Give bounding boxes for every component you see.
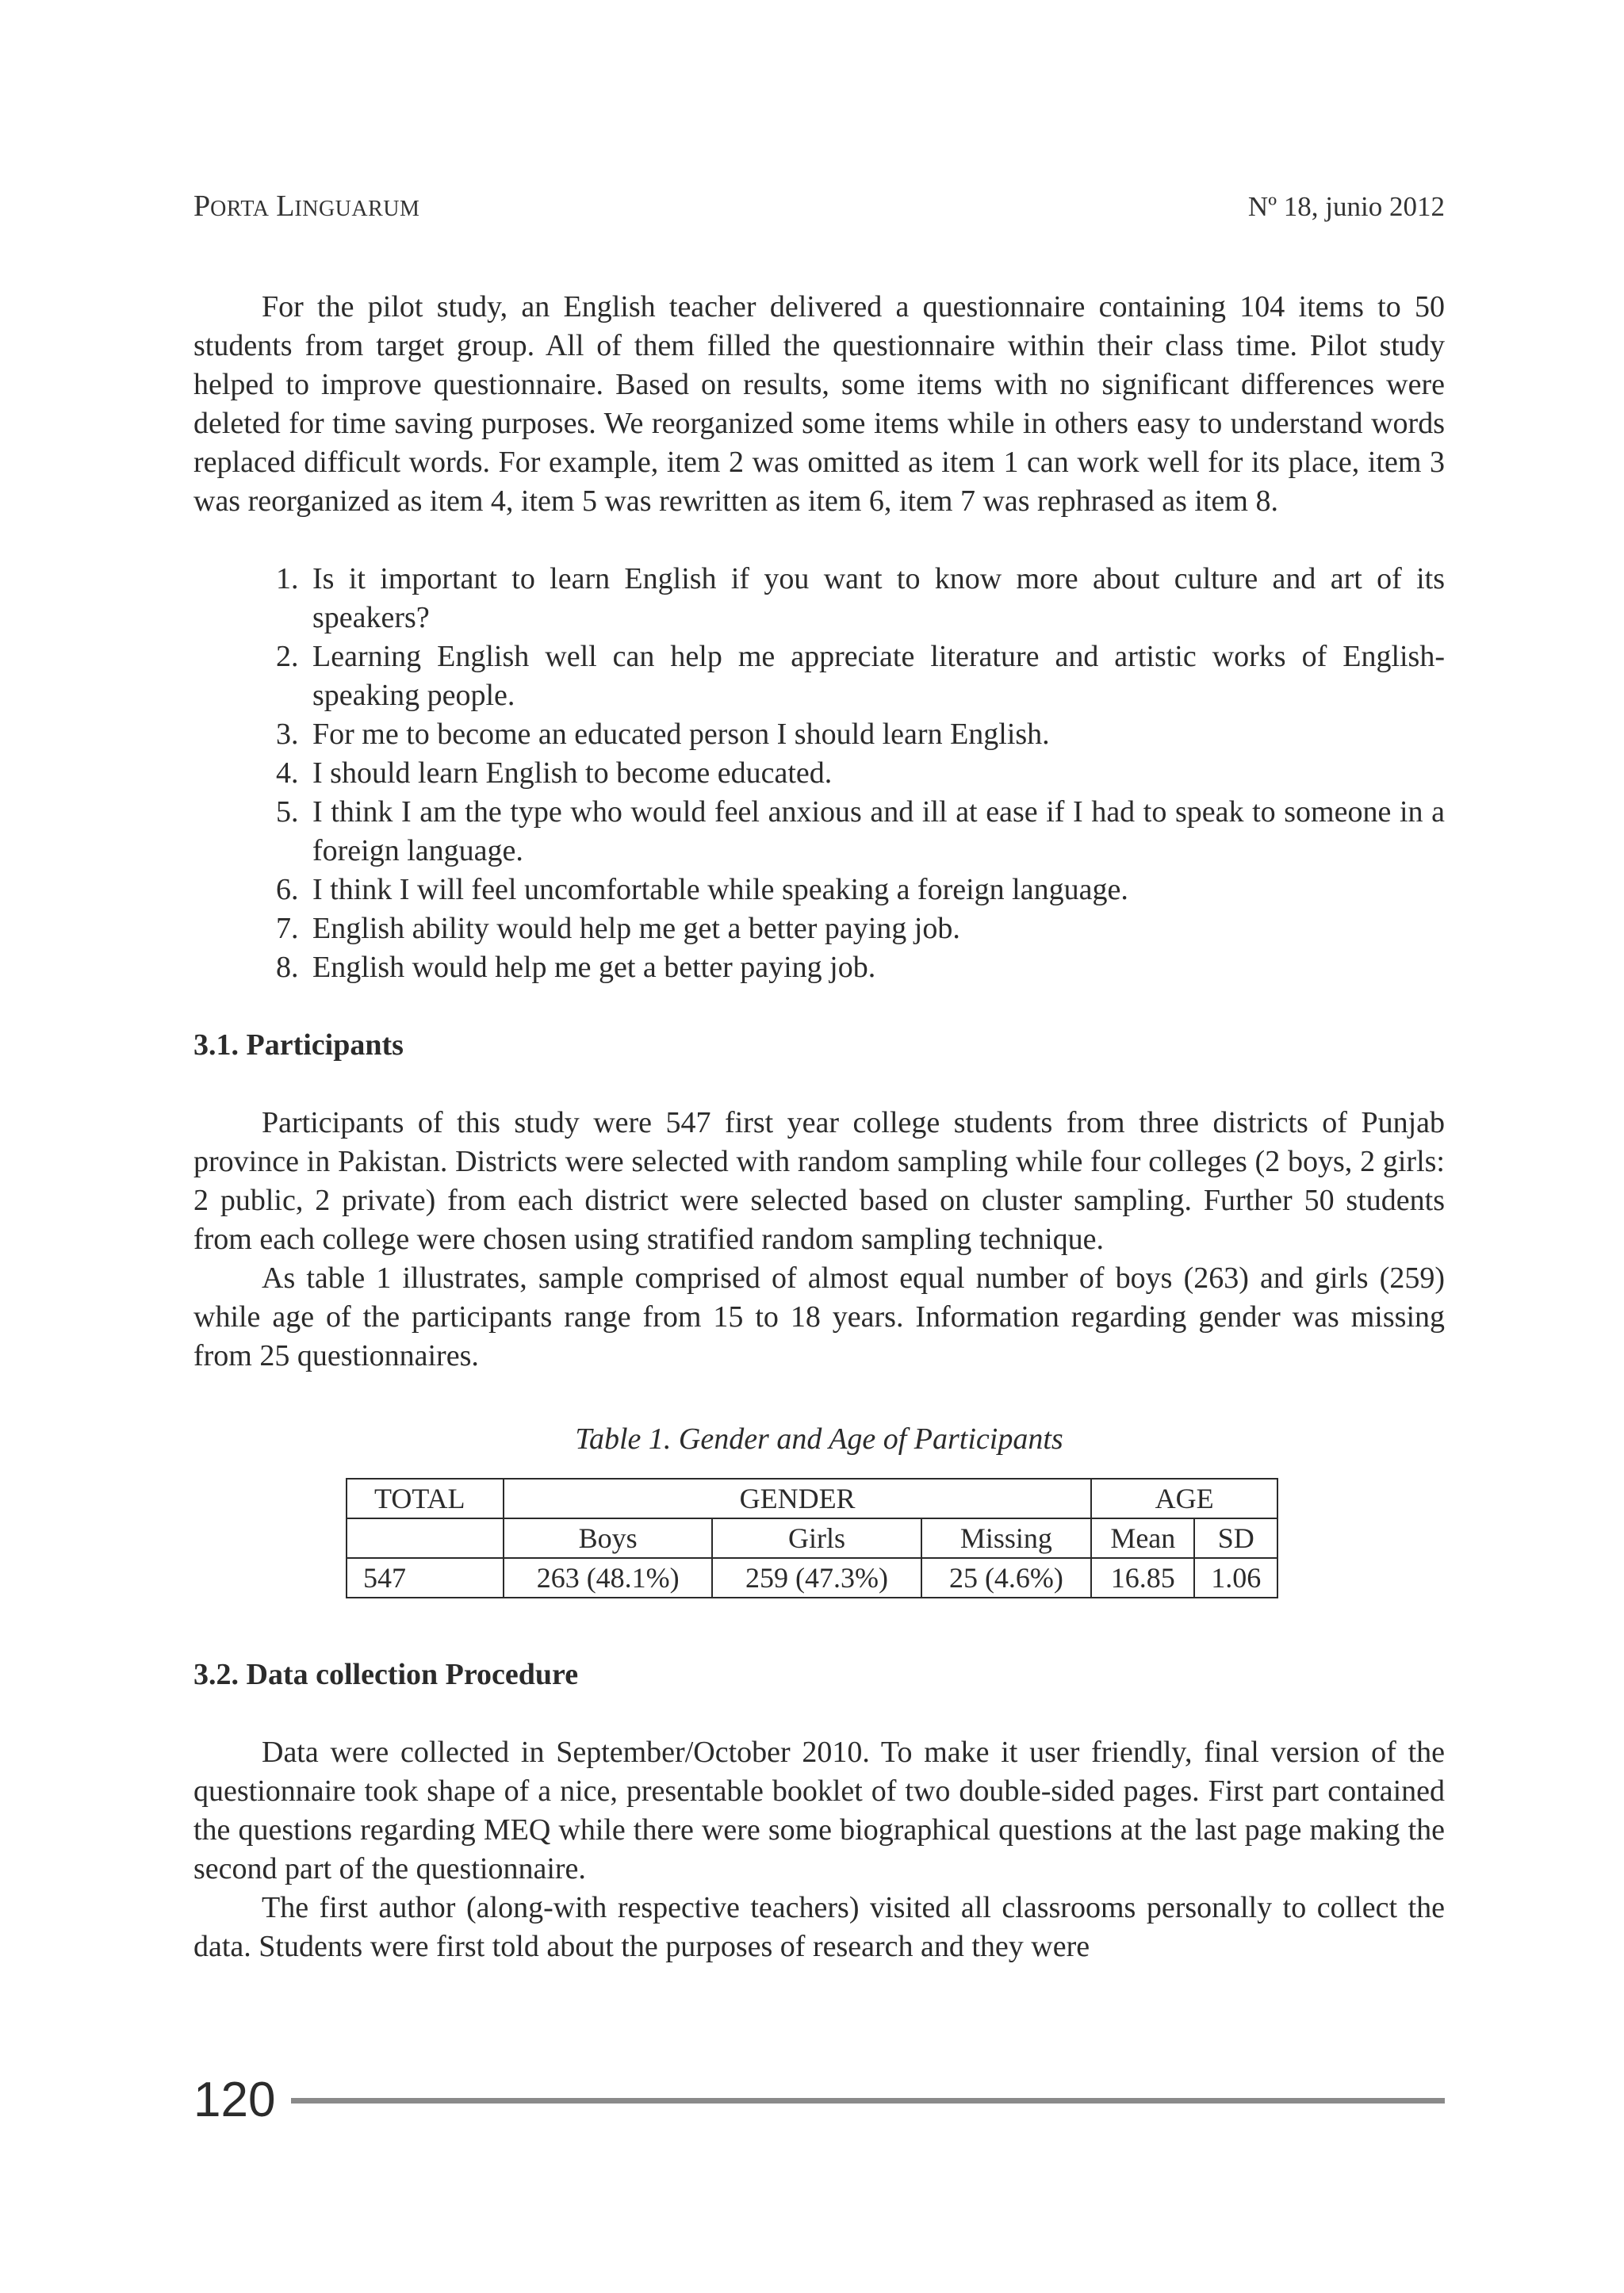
subheader-mean: Mean [1091, 1518, 1194, 1558]
list-item: 3. For me to become an educated person I should learn English. [306, 715, 1445, 754]
subheader-girls: Girls [712, 1518, 921, 1558]
table-row [347, 1558, 1277, 1598]
header-gender: GENDER [504, 1479, 1091, 1518]
cell-total: 547 [347, 1558, 504, 1598]
subheader-missing: Missing [921, 1518, 1091, 1558]
cell-mean: 16.85 [1091, 1558, 1194, 1598]
table-subheader-row [347, 1518, 1277, 1558]
list-item: 6. I think I will feel uncomfortable while speaking a foreign language. [306, 871, 1445, 909]
page-footer [193, 2073, 1445, 2127]
section-heading-participants: 3.1. Participants [193, 1028, 404, 1062]
journal-title: PORTA LINGUARUM [193, 189, 420, 223]
table-caption: Table 1. Gender and Age of Participants [575, 1422, 1063, 1456]
participants-paragraph-2: As table 1 illustrates, sample comprised of almost equal number of boys (263) and girls (259) while age of the participants range from 15 to 18 years. Information regarding gender was missing from 25 questionnaires. [193, 1261, 1445, 1372]
subheader-sd: SD [1194, 1518, 1277, 1558]
section-heading-data-collection: 3.2. Data collection Procedure [193, 1658, 579, 1691]
cell-boys: 263 (48.1%) [504, 1558, 712, 1598]
table-header-row [347, 1479, 1277, 1518]
page-body [193, 288, 1445, 1966]
participants-table [346, 1478, 1278, 1598]
intro-paragraph: For the pilot study, an English teacher delivered a questionnaire containing 104 items to 50 students from target group. All of them filled the questionnaire within their class time. Pilot study helped to improve questionnaire. Based on results, some items with no significant differences were deleted for time saving purposes. We reorganized some items while in others easy to understand words replaced difficult words. For example, item 2 was omitted as item 1 can work well for its place, item 3 was reorganized as item 4, item 5 was rewritten as item 6, item 7 was rephrased as item 8. [193, 290, 1445, 518]
header-age: AGE [1091, 1479, 1277, 1518]
participants-paragraph-1: Participants of this study were 547 first year college students from three districts of Punjab province in Pakistan. Districts were selected with random sampling while four colleges (2 boys, 2 girls: 2 public, 2 private) from each district were selected based on cluster sampling. Further 50 students from each college were chosen using stratified random sampling technique. [193, 1106, 1445, 1256]
issue-info: Nº 18, junio 2012 [1247, 191, 1445, 222]
list-item: 2. Learning English well can help me appreciate literature and artistic works of English-speaking people. [306, 637, 1445, 715]
cell-girls: 259 (47.3%) [712, 1558, 921, 1598]
list-item: 8. English would help me get a better paying job. [306, 948, 1445, 987]
data-collection-paragraph-1: Data were collected in September/October 2010. To make it user friendly, final version of the questionnaire took shape of a nice, presentable booklet of two double-sided pages. First part contained the questions regarding MEQ while there were some biographical questions at the last page making the second part of the questionnaire. [193, 1736, 1445, 1885]
data-collection-paragraph-2: The first author (along-with respective teachers) visited all classrooms personally to collect the data. Students were first told about the purposes of research and they were [193, 1891, 1445, 1963]
list-item: 4. I should learn English to become educated. [306, 754, 1445, 793]
questionnaire-items [193, 560, 1445, 987]
running-header [193, 189, 1445, 224]
list-item: 1. Is it important to learn English if you want to know more about culture and art of its speakers? [306, 560, 1445, 637]
header-total: TOTAL [347, 1479, 504, 1518]
cell-sd: 1.06 [1194, 1558, 1277, 1598]
list-item: 5. I think I am the type who would feel anxious and ill at ease if I had to speak to someone in a foreign language. [306, 793, 1445, 871]
empty-cell [347, 1518, 504, 1558]
list-item: 7. English ability would help me get a better paying job. [306, 909, 1445, 948]
subheader-boys: Boys [504, 1518, 712, 1558]
page-number: 120 [193, 2073, 276, 2127]
footer-rule [291, 2098, 1445, 2104]
cell-missing: 25 (4.6%) [921, 1558, 1091, 1598]
